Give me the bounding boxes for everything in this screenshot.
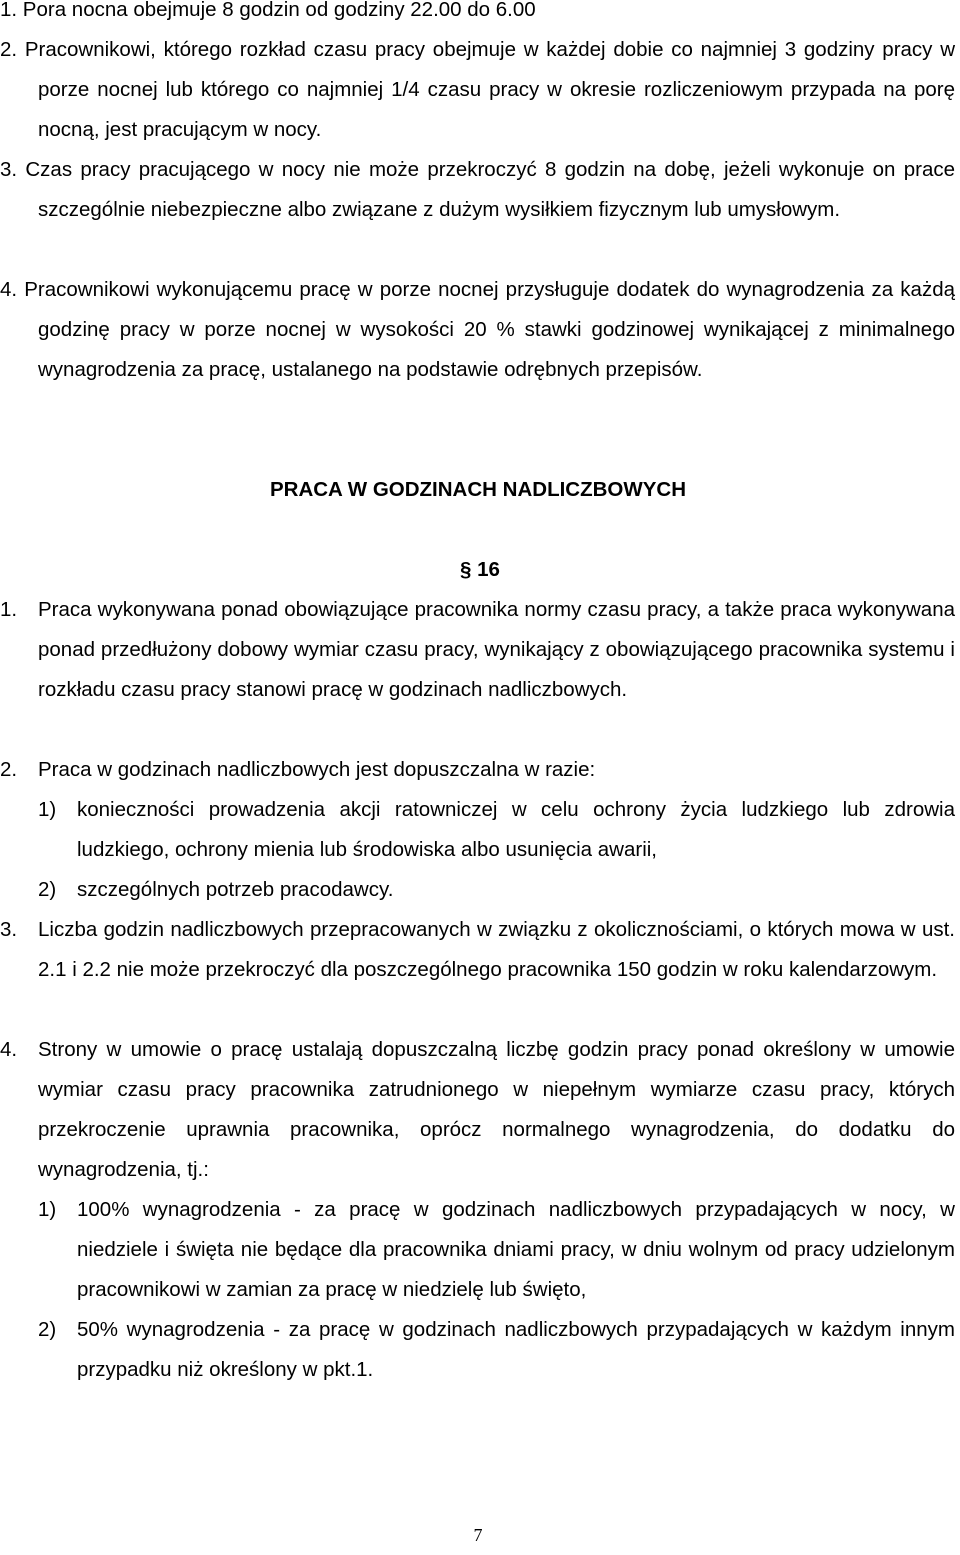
sub-list-item: [0, 790, 955, 870]
item-text: szczególnych potrzeb pracodawcy.: [77, 878, 394, 901]
sub-list-item: [0, 1190, 955, 1310]
section-number: 16: [477, 558, 500, 581]
item-number: 2.: [0, 758, 18, 781]
item-text: Praca w godzinach nadliczbowych jest dopuszczalna w razie:: [38, 758, 596, 781]
list-item: [0, 750, 955, 790]
item-number: 3.: [0, 918, 18, 941]
item-text: konieczności prowadzenia akcji ratowniczej w celu ochrony życia ludzkiego lub zdrowia ludzkiego, ochrony mienia lub środowiska albo usunięcia awarii,: [77, 798, 955, 861]
list-item: [0, 1030, 955, 1190]
paragraph-night-time-3: 3. Czas pracy pracującego w nocy nie może przekroczyć 8 godzin na dobę, jeżeli wykonuje on prace szczególnie niebezpieczne albo związane z dużym wysiłkiem fizycznym lub umysłowym.: [0, 158, 955, 221]
paragraph-night-time-1: 1. Pora nocna obejmuje 8 godzin od godziny 22.00 do 6.00: [0, 0, 536, 21]
item-number: 2): [38, 1318, 57, 1341]
item-number: 4.: [0, 1038, 18, 1061]
item-text: 50% wynagrodzenia - za pracę w godzinach nadliczbowych przypadających w każdym innym przypadku niż określony w pkt.1.: [77, 1318, 955, 1381]
item-number: 1.: [0, 598, 18, 621]
item-number: 1): [38, 1198, 57, 1221]
sub-list-item: [0, 870, 955, 910]
paragraph-night-time-2: 2. Pracownikowi, którego rozkład czasu pracy obejmuje w każdej dobie co najmniej 3 godziny pracy w porze nocnej lub którego co najmniej 1/4 czasu pracy w okresie rozliczeniowym przypada na porę nocną, jest pracującym w nocy.: [0, 38, 955, 141]
item-text: 100% wynagrodzenia - za pracę w godzinach nadliczbowych przypadających w nocy, w niedziele i święta nie będące dla pracownika dniami pracy, w dniu wolnym od pracy udzielonym pracownikowi w zamian za pracę w niedzielę lub święto,: [77, 1198, 955, 1301]
chapter-heading: PRACA W GODZINACH NADLICZBOWYCH: [269, 478, 687, 501]
section-header: [0, 550, 960, 590]
item-number: 2): [38, 878, 57, 901]
page-number: 7: [473, 1525, 483, 1545]
sub-list-item: [0, 1310, 955, 1390]
list-item: [0, 590, 955, 710]
section-symbol: §: [460, 558, 472, 581]
list-item: [0, 910, 955, 990]
item-text: Praca wykonywana ponad obowiązujące pracownika normy czasu pracy, a także praca wykonywana ponad przedłużony dobowy wymiar czasu pracy, wynikający z obowiązującego pracownika systemu i rozkładu czasu pracy stanowi pracę w godzinach nadliczbowych.: [38, 598, 955, 701]
item-number: 1): [38, 798, 57, 821]
item-text: Strony w umowie o pracę ustalają dopuszczalną liczbę godzin pracy ponad określony w umowie wymiar czasu pracy pracownika zatrudnionego w niepełnym wymiarze czasu pracy, których przekroczenie uprawnia pracownika, oprócz normalnego wynagrodzenia, do dodatku do wynagrodzenia, tj.:: [38, 1038, 955, 1181]
paragraph-night-time-4: 4. Pracownikowi wykonującemu pracę w porze nocnej przysługuje dodatek do wynagrodzenia za każdą godzinę pracy w porze nocnej w wysokości 20 % stawki godzinowej wynikającej z minimalnego wynagrodzenia za pracę, ustalanego na podstawie odrębnych przepisów.: [0, 278, 955, 381]
item-text: Liczba godzin nadliczbowych przepracowanych w związku z okolicznościami, o których mowa w ust. 2.1 i 2.2 nie może przekroczyć dla poszczególnego pracownika 150 godzin w roku kalendarzowym.: [38, 918, 955, 981]
